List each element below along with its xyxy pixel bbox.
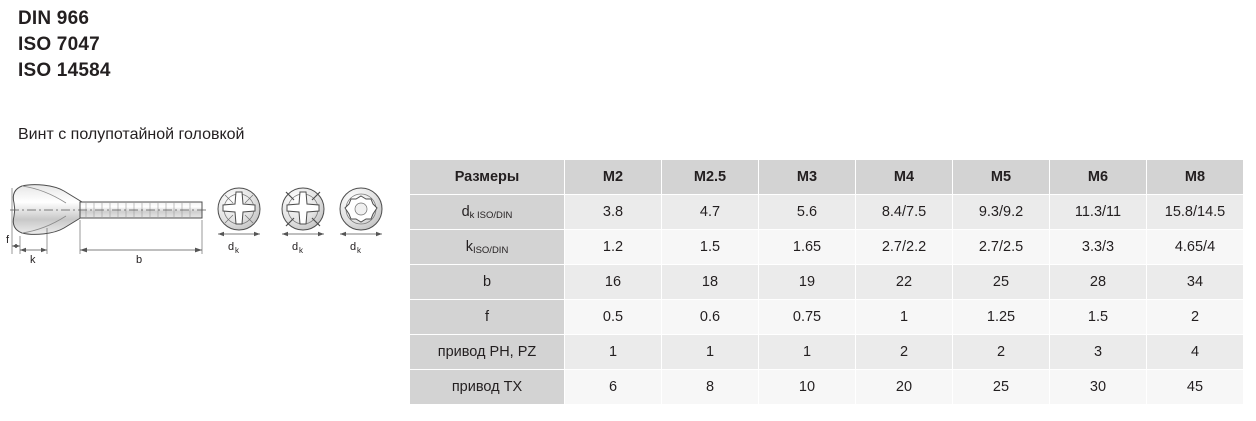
drive-top-view-phillips [218, 188, 260, 255]
table-row [410, 195, 1244, 230]
standard-iso-7047: ISO 7047 [18, 34, 100, 55]
cell-k-m25: 1.5 [662, 230, 759, 265]
cell-drive-tx-m4: 20 [856, 370, 953, 405]
cell-b-m5: 25 [953, 265, 1050, 300]
cell-drive-tx-m2: 6 [565, 370, 662, 405]
cell-k-m5: 2.7/2.5 [953, 230, 1050, 265]
cell-drive-tx-m5: 25 [953, 370, 1050, 405]
cell-b-m4: 22 [856, 265, 953, 300]
cell-dk-m2: 3.8 [565, 195, 662, 230]
cell-b-m8: 34 [1147, 265, 1244, 300]
dimension-label-b: b [136, 254, 143, 266]
dimension-label-dk-1-sub: k [235, 246, 239, 255]
cell-f-m2: 0.5 [565, 300, 662, 335]
cell-drive-phpz-m5: 2 [953, 335, 1050, 370]
table-header-m6: M6 [1050, 160, 1147, 195]
table-header-dimensions: Размеры [410, 160, 565, 195]
cell-k-m2: 1.2 [565, 230, 662, 265]
dimension-label-k: k [30, 254, 36, 266]
table-row [410, 265, 1244, 300]
standard-iso-14584: ISO 14584 [18, 60, 111, 81]
row-label-b: b [410, 265, 565, 300]
dimension-label-dk-3-sub: k [357, 246, 361, 255]
cell-b-m6: 28 [1050, 265, 1147, 300]
cell-drive-tx-m6: 30 [1050, 370, 1147, 405]
table-header-row [410, 160, 1244, 195]
specifications-table [409, 159, 1244, 405]
cell-f-m6: 1.5 [1050, 300, 1147, 335]
cell-dk-m3: 5.6 [759, 195, 856, 230]
product-subtitle: Винт с полупотайной головкой [18, 126, 245, 143]
standard-din-966: DIN 966 [18, 8, 90, 29]
cell-f-m4: 1 [856, 300, 953, 335]
cell-drive-phpz-m6: 3 [1050, 335, 1147, 370]
cell-drive-tx-m25: 8 [662, 370, 759, 405]
table-header-m25: M2.5 [662, 160, 759, 195]
cell-dk-m25: 4.7 [662, 195, 759, 230]
table-header-m4: M4 [856, 160, 953, 195]
cell-k-m4: 2.7/2.2 [856, 230, 953, 265]
screw-side-view [6, 185, 208, 266]
cell-k-m8: 4.65/4 [1147, 230, 1244, 265]
row-label-dk: dk ISO/DIN [410, 195, 565, 230]
screw-technical-drawing [0, 158, 400, 273]
cell-drive-tx-m8: 45 [1147, 370, 1244, 405]
cell-b-m2: 16 [565, 265, 662, 300]
table-header-m2: M2 [565, 160, 662, 195]
row-label-dk-sub: k ISO/DIN [469, 210, 513, 221]
drive-top-view-pozidriv [282, 188, 324, 255]
cell-dk-m5: 9.3/9.2 [953, 195, 1050, 230]
table-header-m3: M3 [759, 160, 856, 195]
drawing-svg [0, 158, 400, 273]
dimension-label-f: f [6, 234, 10, 246]
table-row [410, 335, 1244, 370]
specifications-table-container [409, 159, 1244, 405]
dimension-label-dk-2: d [292, 241, 299, 253]
row-label-k: kISO/DIN [410, 230, 565, 265]
standards-list [18, 6, 111, 84]
cell-dk-m8: 15.8/14.5 [1147, 195, 1244, 230]
cell-drive-phpz-m2: 1 [565, 335, 662, 370]
row-label-drive-tx: привод TX [410, 370, 565, 405]
dimension-label-dk-2-sub: k [299, 246, 303, 255]
drive-top-view-torx [340, 188, 382, 255]
cell-f-m3: 0.75 [759, 300, 856, 335]
cell-b-m3: 19 [759, 265, 856, 300]
table-header-m5: M5 [953, 160, 1050, 195]
dimension-label-dk-1: d [228, 241, 235, 253]
cell-k-m3: 1.65 [759, 230, 856, 265]
row-label-f: f [410, 300, 565, 335]
cell-drive-phpz-m3: 1 [759, 335, 856, 370]
table-row [410, 370, 1244, 405]
cell-drive-tx-m3: 10 [759, 370, 856, 405]
cell-drive-phpz-m8: 4 [1147, 335, 1244, 370]
cell-f-m8: 2 [1147, 300, 1244, 335]
cell-drive-phpz-m4: 2 [856, 335, 953, 370]
row-label-k-sub: ISO/DIN [472, 245, 509, 256]
cell-dk-m4: 8.4/7.5 [856, 195, 953, 230]
cell-b-m25: 18 [662, 265, 759, 300]
cell-dk-m6: 11.3/11 [1050, 195, 1147, 230]
table-row [410, 300, 1244, 335]
row-label-drive-ph-pz: привод PH, PZ [410, 335, 565, 370]
table-row [410, 230, 1244, 265]
cell-drive-phpz-m25: 1 [662, 335, 759, 370]
table-header-m8: M8 [1147, 160, 1244, 195]
cell-f-m5: 1.25 [953, 300, 1050, 335]
dimension-label-dk-3: d [350, 241, 357, 253]
cell-k-m6: 3.3/3 [1050, 230, 1147, 265]
cell-f-m25: 0.6 [662, 300, 759, 335]
